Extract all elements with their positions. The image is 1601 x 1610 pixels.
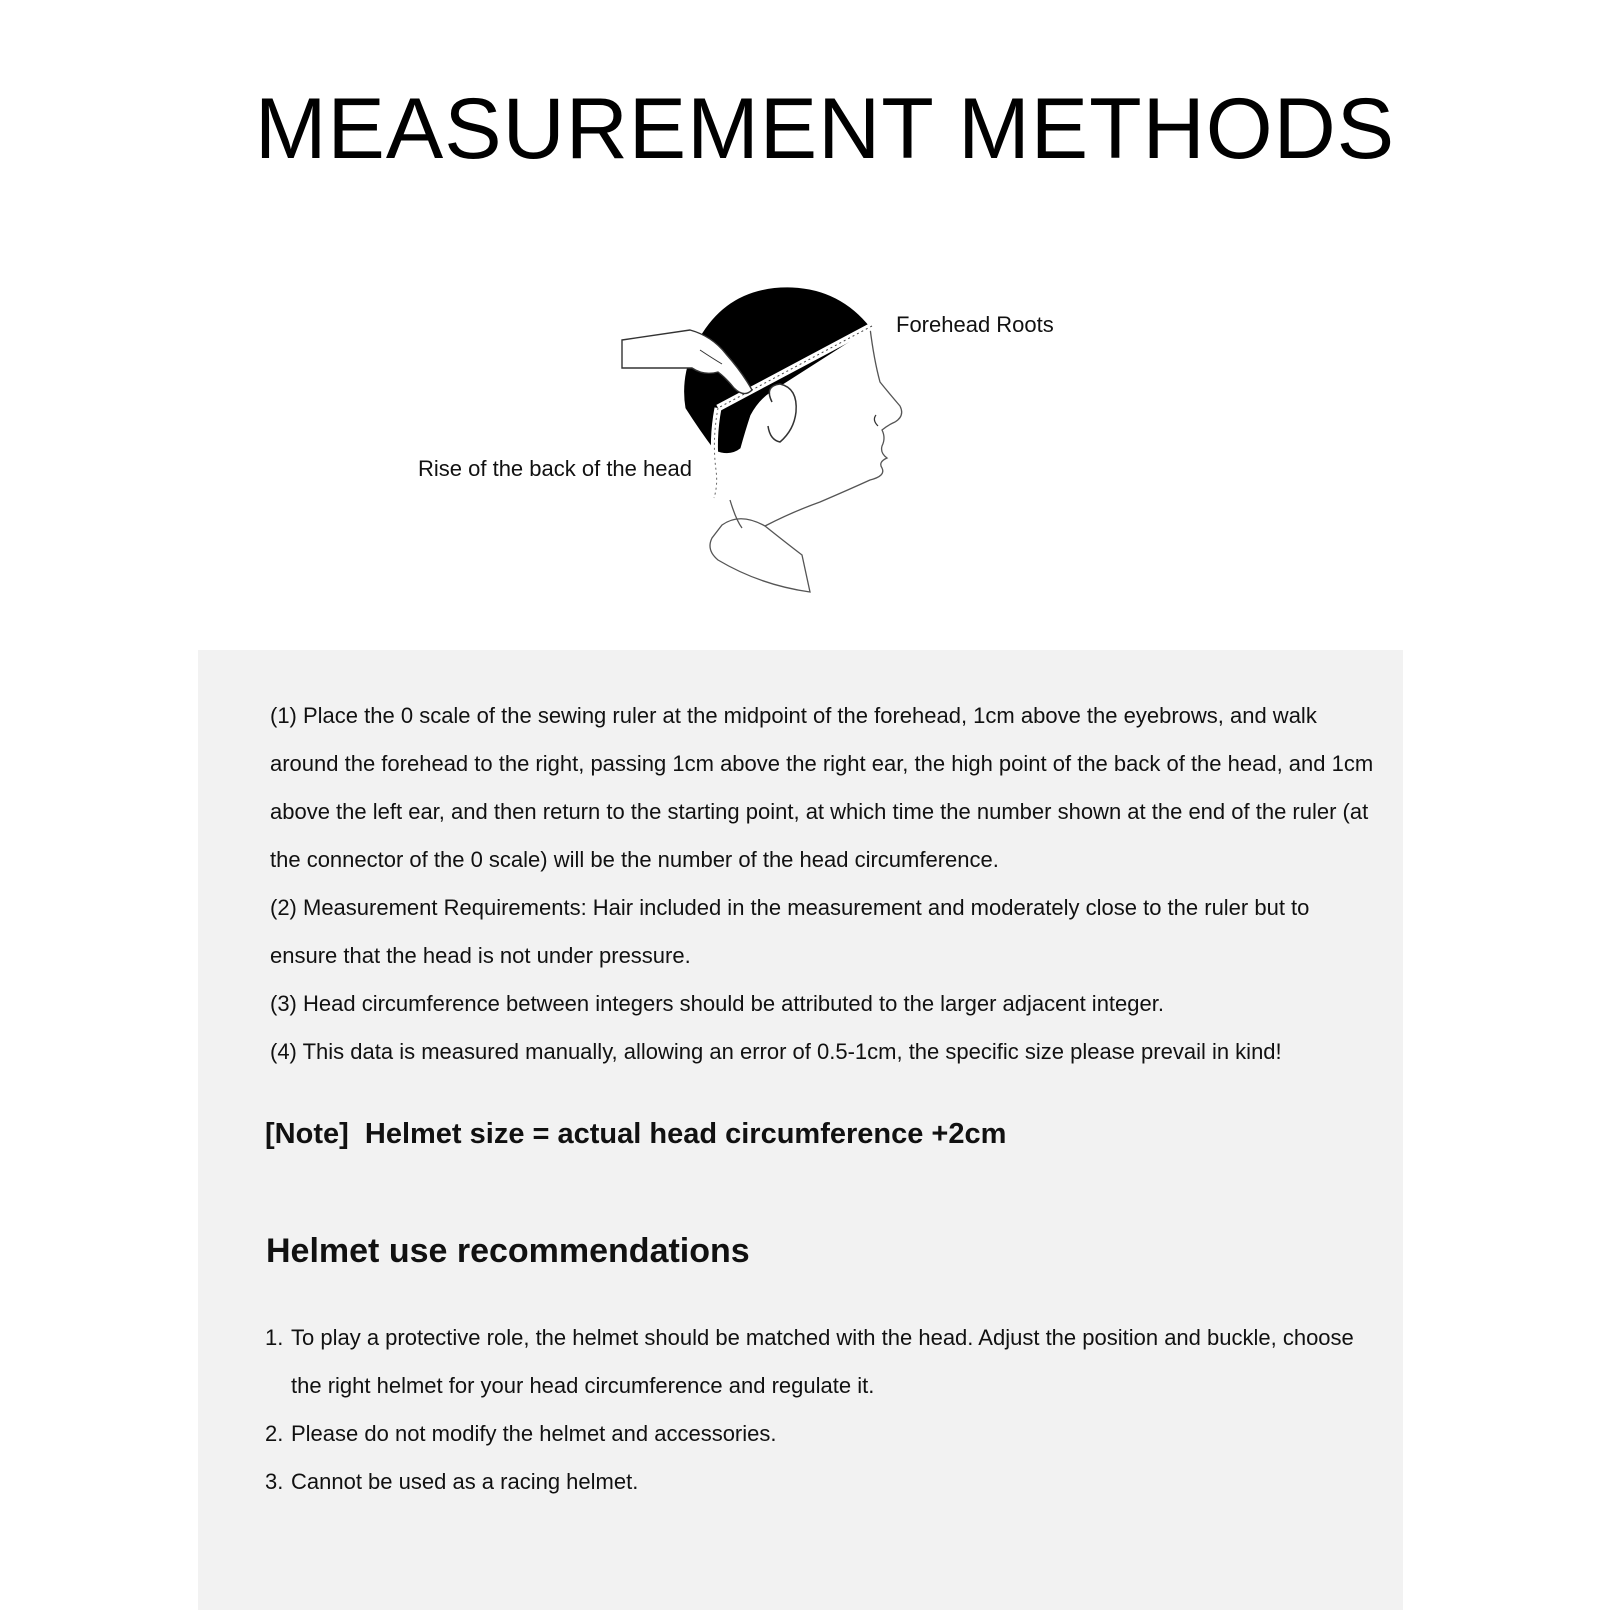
measurement-step: (2) Measurement Requirements: Hair included in the measurement and moderately close to the ruler but to ensure that the head is not under pressure. <box>270 895 1310 968</box>
instructions-panel <box>198 650 1403 1610</box>
page-title: MEASUREMENT METHODS <box>254 81 1396 177</box>
recommendation-text: Cannot be used as a racing helmet. <box>291 1469 639 1494</box>
recommendation-item <box>265 1458 1385 1506</box>
helmet-size-note: [Note] Helmet size = actual head circumference +2cm <box>265 1118 1007 1150</box>
recommendation-item <box>265 1410 1385 1458</box>
recommendation-number: 3. <box>265 1469 284 1494</box>
recommendation-text: Please do not modify the helmet and accessories. <box>291 1421 777 1446</box>
back-of-head-label: Rise of the back of the head <box>418 456 692 481</box>
measurement-step: (1) Place the 0 scale of the sewing ruler at the midpoint of the forehead, 1cm above the eyebrows, and walk around the forehead to the right, passing 1cm above the right ear, the high point of the back of the head, and 1cm above the left ear, and then return to the starting point, at which time the number shown at the end of the ruler (at the connector of the 0 scale) will be the number of the head circumference. <box>270 703 1374 872</box>
measurement-steps <box>270 692 1380 1076</box>
recommendations-list <box>265 1314 1385 1506</box>
recommendations-heading: Helmet use recommendations <box>266 1232 750 1270</box>
recommendation-number: 2. <box>265 1421 284 1446</box>
forehead-roots-label: Forehead Roots <box>896 312 1054 337</box>
measurement-step: (3) Head circumference between integers should be attributed to the larger adjacent integer. <box>270 991 1164 1016</box>
recommendation-number: 1. <box>265 1325 284 1350</box>
recommendation-item <box>265 1314 1385 1410</box>
recommendation-text: To play a protective role, the helmet should be matched with the head. Adjust the position and buckle, choose the right helmet for your head circumference and regulate it. <box>291 1325 1354 1398</box>
head-measurement-illustration <box>400 280 1120 600</box>
measurement-step: (4) This data is measured manually, allowing an error of 0.5-1cm, the specific size please prevail in kind! <box>270 1039 1282 1064</box>
